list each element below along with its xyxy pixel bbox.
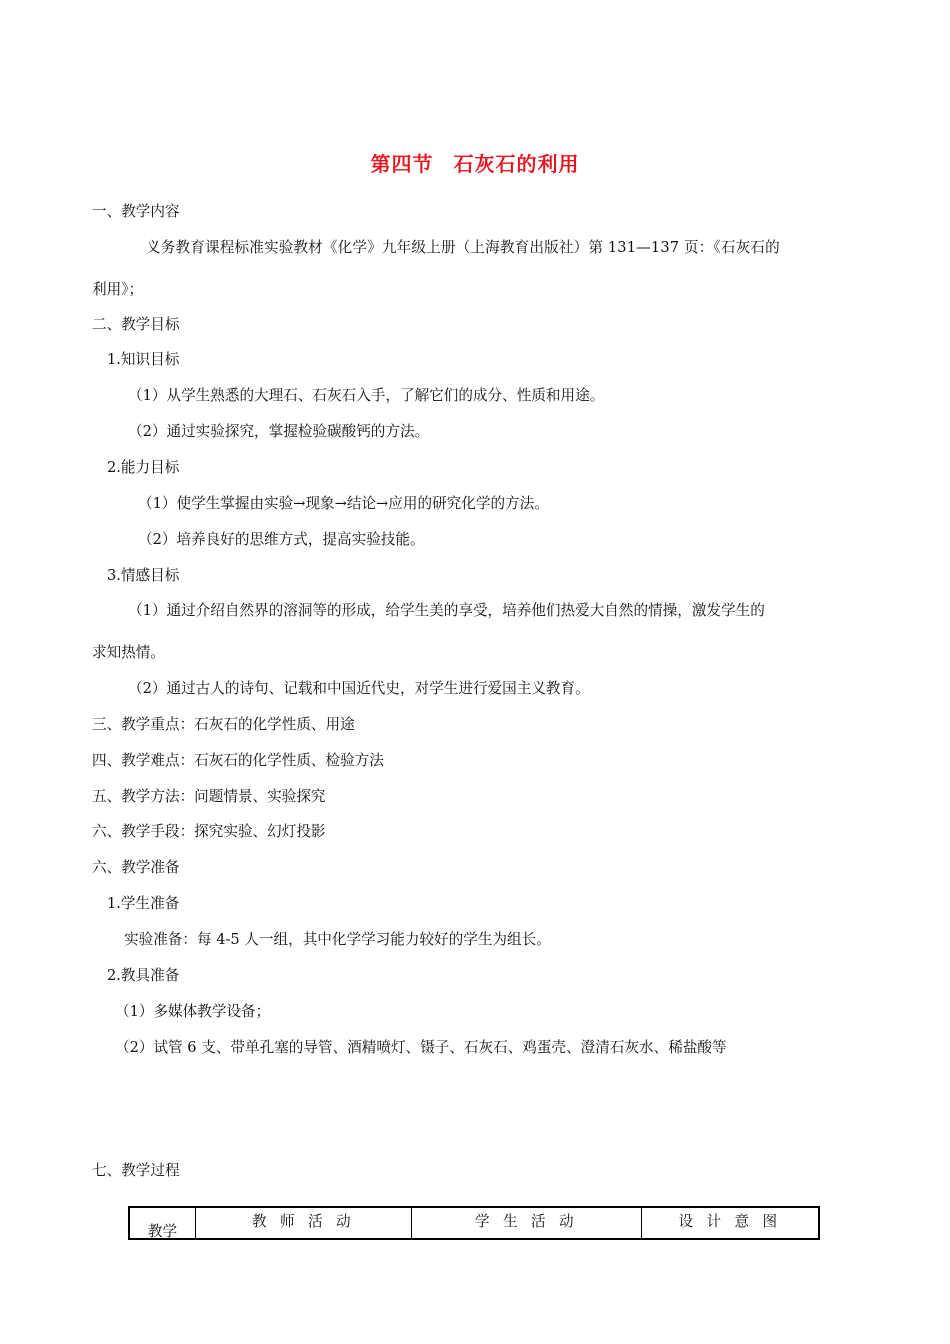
ability-goal-1: （1）使学生掌握由实验→现象→结论→应用的研究化学的方法。 — [138, 495, 549, 512]
teaching-process-table — [128, 1206, 820, 1240]
emotion-goal-2: （2）通过古人的诗句、记载和中国近代史，对学生进行爱国主义教育。 — [128, 680, 590, 697]
knowledge-goal-2: （2）通过实验探究，掌握检验碳酸钙的方法。 — [128, 423, 430, 440]
heading-difficulties: 四、教学难点：石灰石的化学性质、检验方法 — [92, 752, 384, 769]
title-topic: 石灰石的利用 — [453, 152, 580, 176]
teaching-aid-2: （2）试管 6 支、带单孔塞的导管、酒精喷灯、镊子、石灰石、鸡蛋壳、澄清石灰水、稀盐酸等 — [115, 1039, 727, 1056]
student-preparation-text: 实验准备：每 4-5 人一组，其中化学学习能力较好的学生为组长。 — [124, 931, 551, 948]
table-header-teaching: 教学 — [130, 1208, 196, 1238]
title-section: 第四节 — [370, 152, 434, 176]
content-paragraph-line1: 义务教育课程标准实验教材《化学》九年级上册（上海教育出版社）第 131—137 页：《石灰石的 — [146, 239, 780, 256]
table-header-teacher-activity: 教 师 活 动 — [196, 1208, 412, 1238]
heading-preparation: 六、教学准备 — [92, 859, 180, 876]
subheading-student-preparation: 1.学生准备 — [107, 895, 180, 912]
heading-means: 六、教学手段：探究实验、幻灯投影 — [92, 823, 326, 840]
table-header-student-activity: 学 生 活 动 — [412, 1208, 642, 1238]
document-title — [0, 148, 950, 177]
heading-teaching-process: 七、教学过程 — [92, 1162, 180, 1179]
content-paragraph-line2: 利用》； — [92, 281, 144, 298]
emotion-goal-1-line2: 求知热情。 — [92, 644, 165, 661]
subheading-emotion-goals: 3.情感目标 — [107, 567, 180, 584]
heading-teaching-goals: 二、教学目标 — [92, 316, 180, 333]
heading-key-points: 三、教学重点：石灰石的化学性质、用途 — [92, 716, 355, 733]
subheading-ability-goals: 2.能力目标 — [107, 459, 180, 476]
heading-teaching-content: 一、教学内容 — [92, 203, 180, 220]
knowledge-goal-1: （1）从学生熟悉的大理石、石灰石入手，了解它们的成分、性质和用途。 — [128, 387, 605, 404]
subheading-teaching-aids: 2.教具准备 — [107, 967, 180, 984]
ability-goal-2: （2）培养良好的思维方式，提高实验技能。 — [138, 531, 425, 548]
heading-methods: 五、教学方法：问题情景、实验探究 — [92, 788, 326, 805]
subheading-knowledge-goals: 1.知识目标 — [107, 351, 180, 368]
table-header-design-intent: 设 计 意 图 — [678, 1213, 782, 1230]
emotion-goal-1-line1: （1）通过介绍自然界的溶洞等的形成，给学生美的享受，培养他们热爱大自然的情操，激发学生的 — [128, 602, 765, 619]
teaching-aid-1: （1）多媒体教学设备； — [115, 1003, 271, 1020]
